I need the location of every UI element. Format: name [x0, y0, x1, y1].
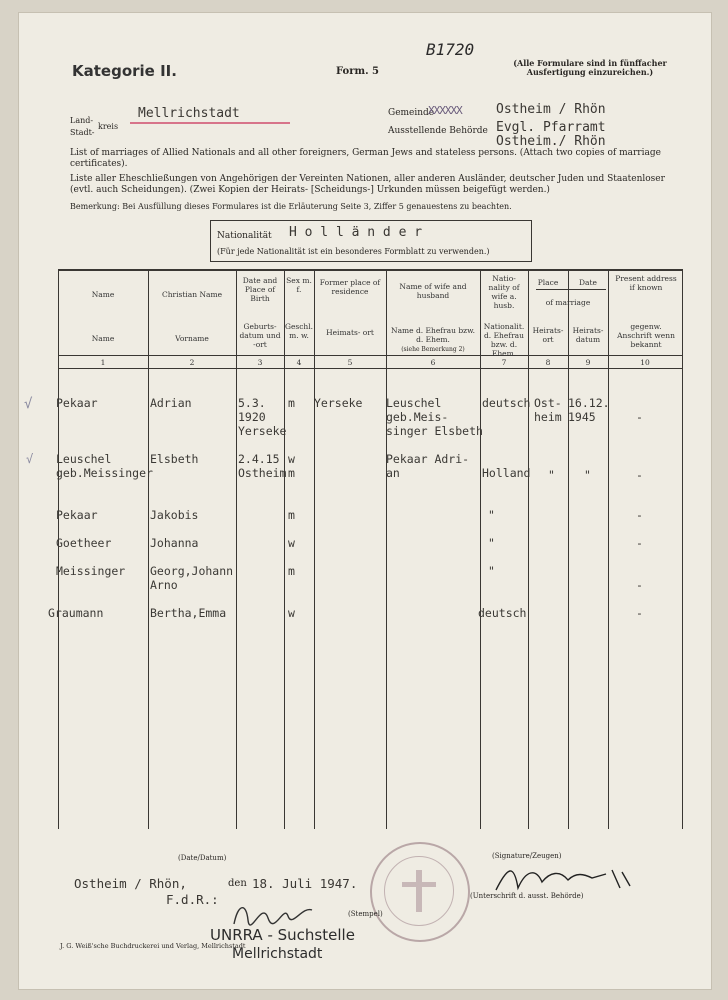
col-num-1: 1 [100, 358, 106, 367]
unterschrift-label: (Unterschrift d. ausst. Behörde) [470, 892, 584, 900]
nationality-label: Nationalität [217, 231, 272, 241]
header-sex-en: Sex m. f. [286, 276, 312, 294]
table-row-5-nationality: deutsch [478, 606, 527, 620]
col-num-8: 8 [545, 358, 551, 367]
signature-label: (Signature/Zeugen) [492, 852, 562, 860]
unrra-stamp-line1: UNRRA - Suchstelle [210, 926, 355, 944]
table-row-1-first: Elsbeth [150, 452, 199, 466]
table-row-5-name: Graumann [48, 606, 104, 620]
table-row-4-first: Georg,Johann Arno [150, 564, 234, 592]
check-mark: √ [24, 396, 33, 412]
header-nationality-en: Natio- nality of wife a. husb. [488, 274, 520, 310]
official-seal-stamp [370, 842, 470, 942]
check-mark: √ [26, 452, 34, 466]
col-line-5 [386, 269, 387, 829]
place-date-den: den [228, 878, 247, 889]
table-row-0-spouse: Leuschel geb.Meis- singer Elsbeth [386, 396, 483, 438]
header-spouse-en: Name of wife and husband [399, 282, 467, 300]
landkreis-value: Mellrichstadt [138, 106, 240, 121]
col-num-2: 2 [189, 358, 195, 367]
table-row-2-address: - [636, 508, 643, 522]
table-row-4-name: Meissinger [56, 564, 126, 578]
nationality-value: H o l l ä n d e r [289, 225, 423, 240]
header-of-marriage: of marriage [545, 298, 591, 307]
gemeinde-label: Gemeinde [388, 108, 435, 118]
table-row-2-first: Jakobis [150, 508, 199, 522]
table-row-0-first: Adrian [150, 396, 192, 410]
table-row-2-nationality: " [488, 508, 495, 522]
printer-imprint: J. G. Weiß'sche Buchdruckerei und Verlag, Mellrichstadt [60, 942, 246, 950]
table-row-0-residence: Yerseke [314, 396, 363, 410]
marriage-subdivider [536, 289, 606, 290]
table-number-divider [58, 368, 683, 369]
col-line-9 [608, 269, 609, 829]
col-num-9: 9 [585, 358, 591, 367]
place-date-prefix: Ostheim / Rhön, [74, 876, 187, 891]
table-row-3-sex: w [288, 536, 295, 550]
header-spouse-note: (siehe Bemerkung 2) [401, 346, 465, 353]
unrra-stamp-line2: Mellrichstadt [232, 946, 323, 962]
gemeinde-value: Ostheim / Rhön [496, 102, 606, 117]
date-label: (Date/Datum) [178, 854, 227, 862]
table-row-3-address: - [636, 536, 643, 550]
fdr-label: F.d.R.: [166, 892, 219, 907]
col-line-2 [236, 269, 237, 829]
table-header-divider [58, 355, 683, 356]
nationality-box [210, 220, 532, 262]
header-place-de: Heirats- ort [532, 326, 564, 344]
header-birth-en: Date and Place of Birth [242, 276, 278, 303]
header-address-de: gegenw. Anschrift wenn bekannt [617, 322, 675, 349]
header-spouse-de: Name d. Ehefrau bzw. d. Ehem. [391, 326, 475, 344]
table-row-3-first: Johanna [150, 536, 199, 550]
instruction-top: (Alle Formulare sind in fünffacher Ausfertigung einzureichen.) [513, 58, 667, 77]
table-row-1-name: Leuschel geb.Meissinger [56, 452, 153, 480]
behoerde-label: Ausstellende Behörde [388, 126, 488, 136]
table-row-5-address: - [636, 606, 643, 620]
header-date-en: Date [579, 278, 597, 287]
label-land: Land- [70, 116, 94, 125]
nationality-note: (Für jede Nationalität ist ein besonderes Formblatt zu verwenden.) [217, 247, 490, 256]
table-row-4-sex: m [288, 564, 295, 578]
table-row-4-address: - [636, 578, 643, 592]
header-name-en: Name [91, 290, 115, 299]
col-num-4: 4 [296, 358, 302, 367]
table-row-1-place: " [548, 468, 555, 482]
table-row-5-first: Bertha,Emma [150, 606, 227, 620]
table-row-1-sex: w m [288, 452, 295, 480]
form-sheet [18, 12, 712, 990]
intro-german: Liste aller Eheschließungen von Angehörigen der Vereinten Nationen, aller anderen Ausländer, deutscher Juden und Staatenloser (evtl. auch Scheidungen). (Zwei Kopien der Heirats- [Scheidungs-] Urkunden müssen beigefügt werden.) [70, 174, 665, 195]
header-residence-de: Heimats- ort [326, 328, 374, 337]
col-line-10 [682, 269, 683, 829]
header-christian-de: Vorname [175, 334, 209, 343]
form-number: Form. 5 [336, 66, 379, 77]
col-line-4 [314, 269, 315, 829]
header-christian-en: Christian Name [161, 290, 223, 299]
behoerde-value-2: Ostheim./ Rhön [496, 134, 606, 149]
table-row-3-name: Goetheer [56, 536, 112, 550]
table-row-0-nationality: deutsch [482, 396, 531, 410]
handwritten-number: B1720 [426, 40, 475, 59]
col-num-6: 6 [430, 358, 436, 367]
table-row-0-date: 16.12. 1945 [568, 396, 610, 424]
label-stadt: Stadt- [70, 128, 95, 137]
col-line-1 [148, 269, 149, 829]
table-row-5-sex: w [288, 606, 295, 620]
stempel-label: (Stempel) [348, 910, 383, 918]
category-title: Kategorie II. [72, 62, 177, 80]
col-line-8 [568, 269, 569, 829]
table-top-border [58, 269, 683, 271]
col-line-3 [284, 269, 285, 829]
table-row-1-nationality: Holland [482, 466, 531, 480]
col-num-10: 10 [640, 358, 650, 367]
header-sex-de: Geschl. m. w. [284, 322, 314, 340]
table-row-2-name: Pekaar [56, 508, 98, 522]
label-kreis: kreis [98, 122, 119, 131]
header-address-en: Present address if known [615, 274, 677, 292]
place-date-value: 18. Juli 1947. [252, 876, 358, 891]
col-line-7 [528, 269, 529, 829]
table-row-1-date: " [584, 468, 591, 482]
red-underline-mark [130, 122, 290, 124]
table-row-1-address: - [636, 468, 643, 482]
header-date-de: Heirats- datum [572, 326, 604, 344]
col-line-6 [480, 269, 481, 829]
table-row-0-birth: 5.3. 1920 Yerseke [238, 396, 287, 438]
table-row-3-nationality: " [488, 536, 495, 550]
header-birth-de: Geburts- datum und -ort [239, 322, 281, 349]
col-num-5: 5 [347, 358, 353, 367]
header-name-de: Name [91, 334, 115, 343]
table-row-4-nationality: " [488, 564, 495, 578]
gemeinde-crossed: XXXXXX [428, 104, 462, 117]
table-row-0-place: Ost- heim [534, 396, 562, 424]
table-row-2-sex: m [288, 508, 295, 522]
table-row-0-name: Pekaar [56, 396, 98, 410]
remark-text: Bemerkung: Bei Ausfüllung dieses Formulares ist die Erläuterung Seite 3, Ziffer 5 genauestens zu beachten. [70, 202, 512, 211]
header-residence-en: Former place of residence [319, 278, 381, 296]
table-row-1-birth: 2.4.15 Ostheim [238, 452, 287, 480]
col-num-7: 7 [501, 358, 507, 367]
table-row-0-sex: m [288, 396, 295, 410]
header-nationality-de: Nationalit. d. Ehefrau bzw. d. Ehem. [483, 322, 525, 358]
table-row-0-address: - [636, 410, 643, 424]
header-place-en: Place [537, 278, 559, 287]
col-num-3: 3 [257, 358, 263, 367]
table-row-1-spouse: Pekaar Adri- an [386, 452, 470, 480]
intro-english: List of marriages of Allied Nationals and all other foreigners, German Jews and stateless persons. (Attach two copies of marriage certificates). [70, 148, 661, 169]
behoerde-value-1: Evgl. Pfarramt [496, 120, 606, 135]
